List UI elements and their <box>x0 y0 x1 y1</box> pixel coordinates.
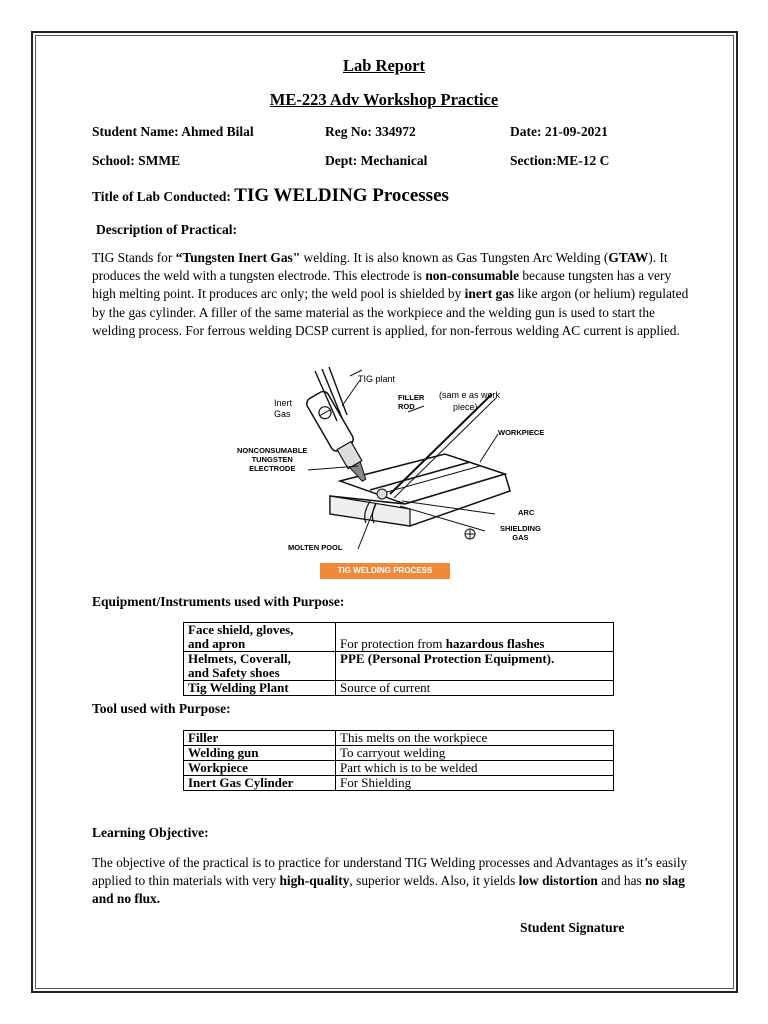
lab-title: TIG WELDING Processes <box>234 185 449 206</box>
label-inert: Inert <box>274 398 293 408</box>
desc-text: like argon (or helium) regulated by the gas cylinder. A filler of the same material as the workpiece and the welding gun is used to start the welding process. For ferrous welding DCSP current is applied, for non-ferrous welding AC current is applied. <box>92 286 689 338</box>
label-filler-rod <box>398 393 424 411</box>
tools-table <box>183 730 614 791</box>
learning-bold: high-quality <box>279 873 350 889</box>
learning-text: The objective of the practical is to practice for understand TIG Welding processes and Advantages as it’s easily applied to thin materials with very <box>92 855 688 889</box>
label-filler: FILLER <box>398 393 425 402</box>
tig-welding-process-banner: TIG WELDING PROCESS <box>320 563 450 579</box>
tool-purpose-cell: To carryout welding <box>336 746 614 761</box>
learning-text: , superior welds. Also, it yields <box>349 873 519 889</box>
equipment-table <box>183 622 614 696</box>
purpose-bold: PPE (Personal Protection Equipment). <box>340 651 555 666</box>
label-shielding-gas <box>500 524 541 542</box>
learning-bold: low distortion <box>518 873 598 889</box>
label-inert-gas <box>274 398 292 420</box>
label-same: (sam e as work <box>439 390 501 400</box>
section: Section:ME-12 C <box>510 153 610 168</box>
equipment-cell <box>184 681 336 696</box>
table-row <box>184 681 614 696</box>
table-row <box>184 761 614 776</box>
label-molten-pool: MOLTEN POOL <box>288 543 343 552</box>
desc-bold: non-consumable <box>425 268 520 284</box>
table-row <box>184 776 614 791</box>
student-name: Student Name: Ahmed Bilal <box>92 124 254 139</box>
reg-no: Reg No: 334972 <box>325 124 416 139</box>
label-tig-plant: TIG plant <box>358 374 396 384</box>
equipment-cell <box>184 623 336 652</box>
label-noncons-2: TUNGSTEN <box>251 455 293 464</box>
label-nonconsumable-electrode <box>237 446 307 473</box>
label-noncons-3: ELECTRODE <box>249 464 296 473</box>
school: School: SMME <box>92 153 181 168</box>
purpose-cell <box>336 652 614 681</box>
equipment-item-line: Tig Welding Plant <box>188 680 289 695</box>
purpose-cell <box>336 681 614 696</box>
equipment-item-line: Helmets, Coverall, <box>188 651 291 666</box>
label-piece: piece) <box>453 402 478 412</box>
label-shielding-2: GAS <box>512 533 529 542</box>
tool-cell: Welding gun <box>184 746 336 761</box>
label-noncons-1: NONCONSUMABLE <box>237 446 308 455</box>
tool-cell: Workpiece <box>184 761 336 776</box>
lab-title-line <box>92 185 449 207</box>
purpose-bold: hazardous flashes <box>445 636 545 651</box>
equipment-cell <box>184 652 336 681</box>
description-paragraph <box>92 249 692 340</box>
label-gas: Gas <box>274 409 291 419</box>
desc-text: TIG Stands for <box>92 250 176 265</box>
tool-purpose-cell: For Shielding <box>336 776 614 791</box>
tools-heading: Tool used with Purpose: <box>92 701 231 716</box>
table-row <box>184 746 614 761</box>
label-workpiece: WORKPIECE <box>498 428 545 437</box>
purpose-text: Source of current <box>340 680 431 695</box>
label-shielding-1: SHIELDING <box>500 524 541 533</box>
equipment-item-line: Face shield, gloves, <box>188 622 294 637</box>
label-arc: ARC <box>518 508 535 517</box>
tig-welding-diagram <box>230 366 570 586</box>
purpose-text: For protection from <box>340 636 446 651</box>
label-rod: ROD <box>398 402 415 411</box>
desc-bold: “Tungsten Inert Gas" <box>175 250 301 265</box>
desc-text: because tungsten has a very high melting point. It produces arc only; the weld pool is shielded by <box>92 268 672 302</box>
tool-cell: Inert Gas Cylinder <box>184 776 336 791</box>
desc-bold: inert gas <box>464 286 515 302</box>
tool-purpose-cell: This melts on the workpiece <box>336 731 614 746</box>
tool-cell: Filler <box>184 731 336 746</box>
lab-title-prefix: Title of Lab Conducted: <box>92 189 235 204</box>
learning-paragraph <box>92 854 692 909</box>
report-title: Lab Report <box>342 56 426 75</box>
equipment-heading: Equipment/Instruments used with Purpose: <box>92 594 345 609</box>
course-title: ME-223 Adv Workshop Practice <box>269 90 499 109</box>
purpose-cell <box>336 623 614 652</box>
equipment-item-line: and Safety shoes <box>188 665 280 680</box>
equipment-item-line: and apron <box>188 636 246 651</box>
student-signature: Student Signature <box>520 920 625 935</box>
date: Date: 21-09-2021 <box>510 124 608 139</box>
learning-heading: Learning Objective: <box>92 825 209 840</box>
desc-text: welding. It is also known as Gas Tungsten Arc Welding ( <box>300 250 609 265</box>
table-row <box>184 652 614 681</box>
learning-bold: no slag and no flux. <box>92 873 685 907</box>
label-same-as-work <box>439 389 500 413</box>
tool-purpose-cell: Part which is to be welded <box>336 761 614 776</box>
desc-bold: GTAW <box>608 250 649 265</box>
desc-text: ). It produces the weld with a tungsten electrode. This electrode is <box>92 250 668 284</box>
table-row <box>184 731 614 746</box>
learning-text: and has <box>597 873 646 889</box>
description-heading: Description of Practical: <box>96 222 237 237</box>
table-row <box>184 623 614 652</box>
dept: Dept: Mechanical <box>325 153 428 168</box>
